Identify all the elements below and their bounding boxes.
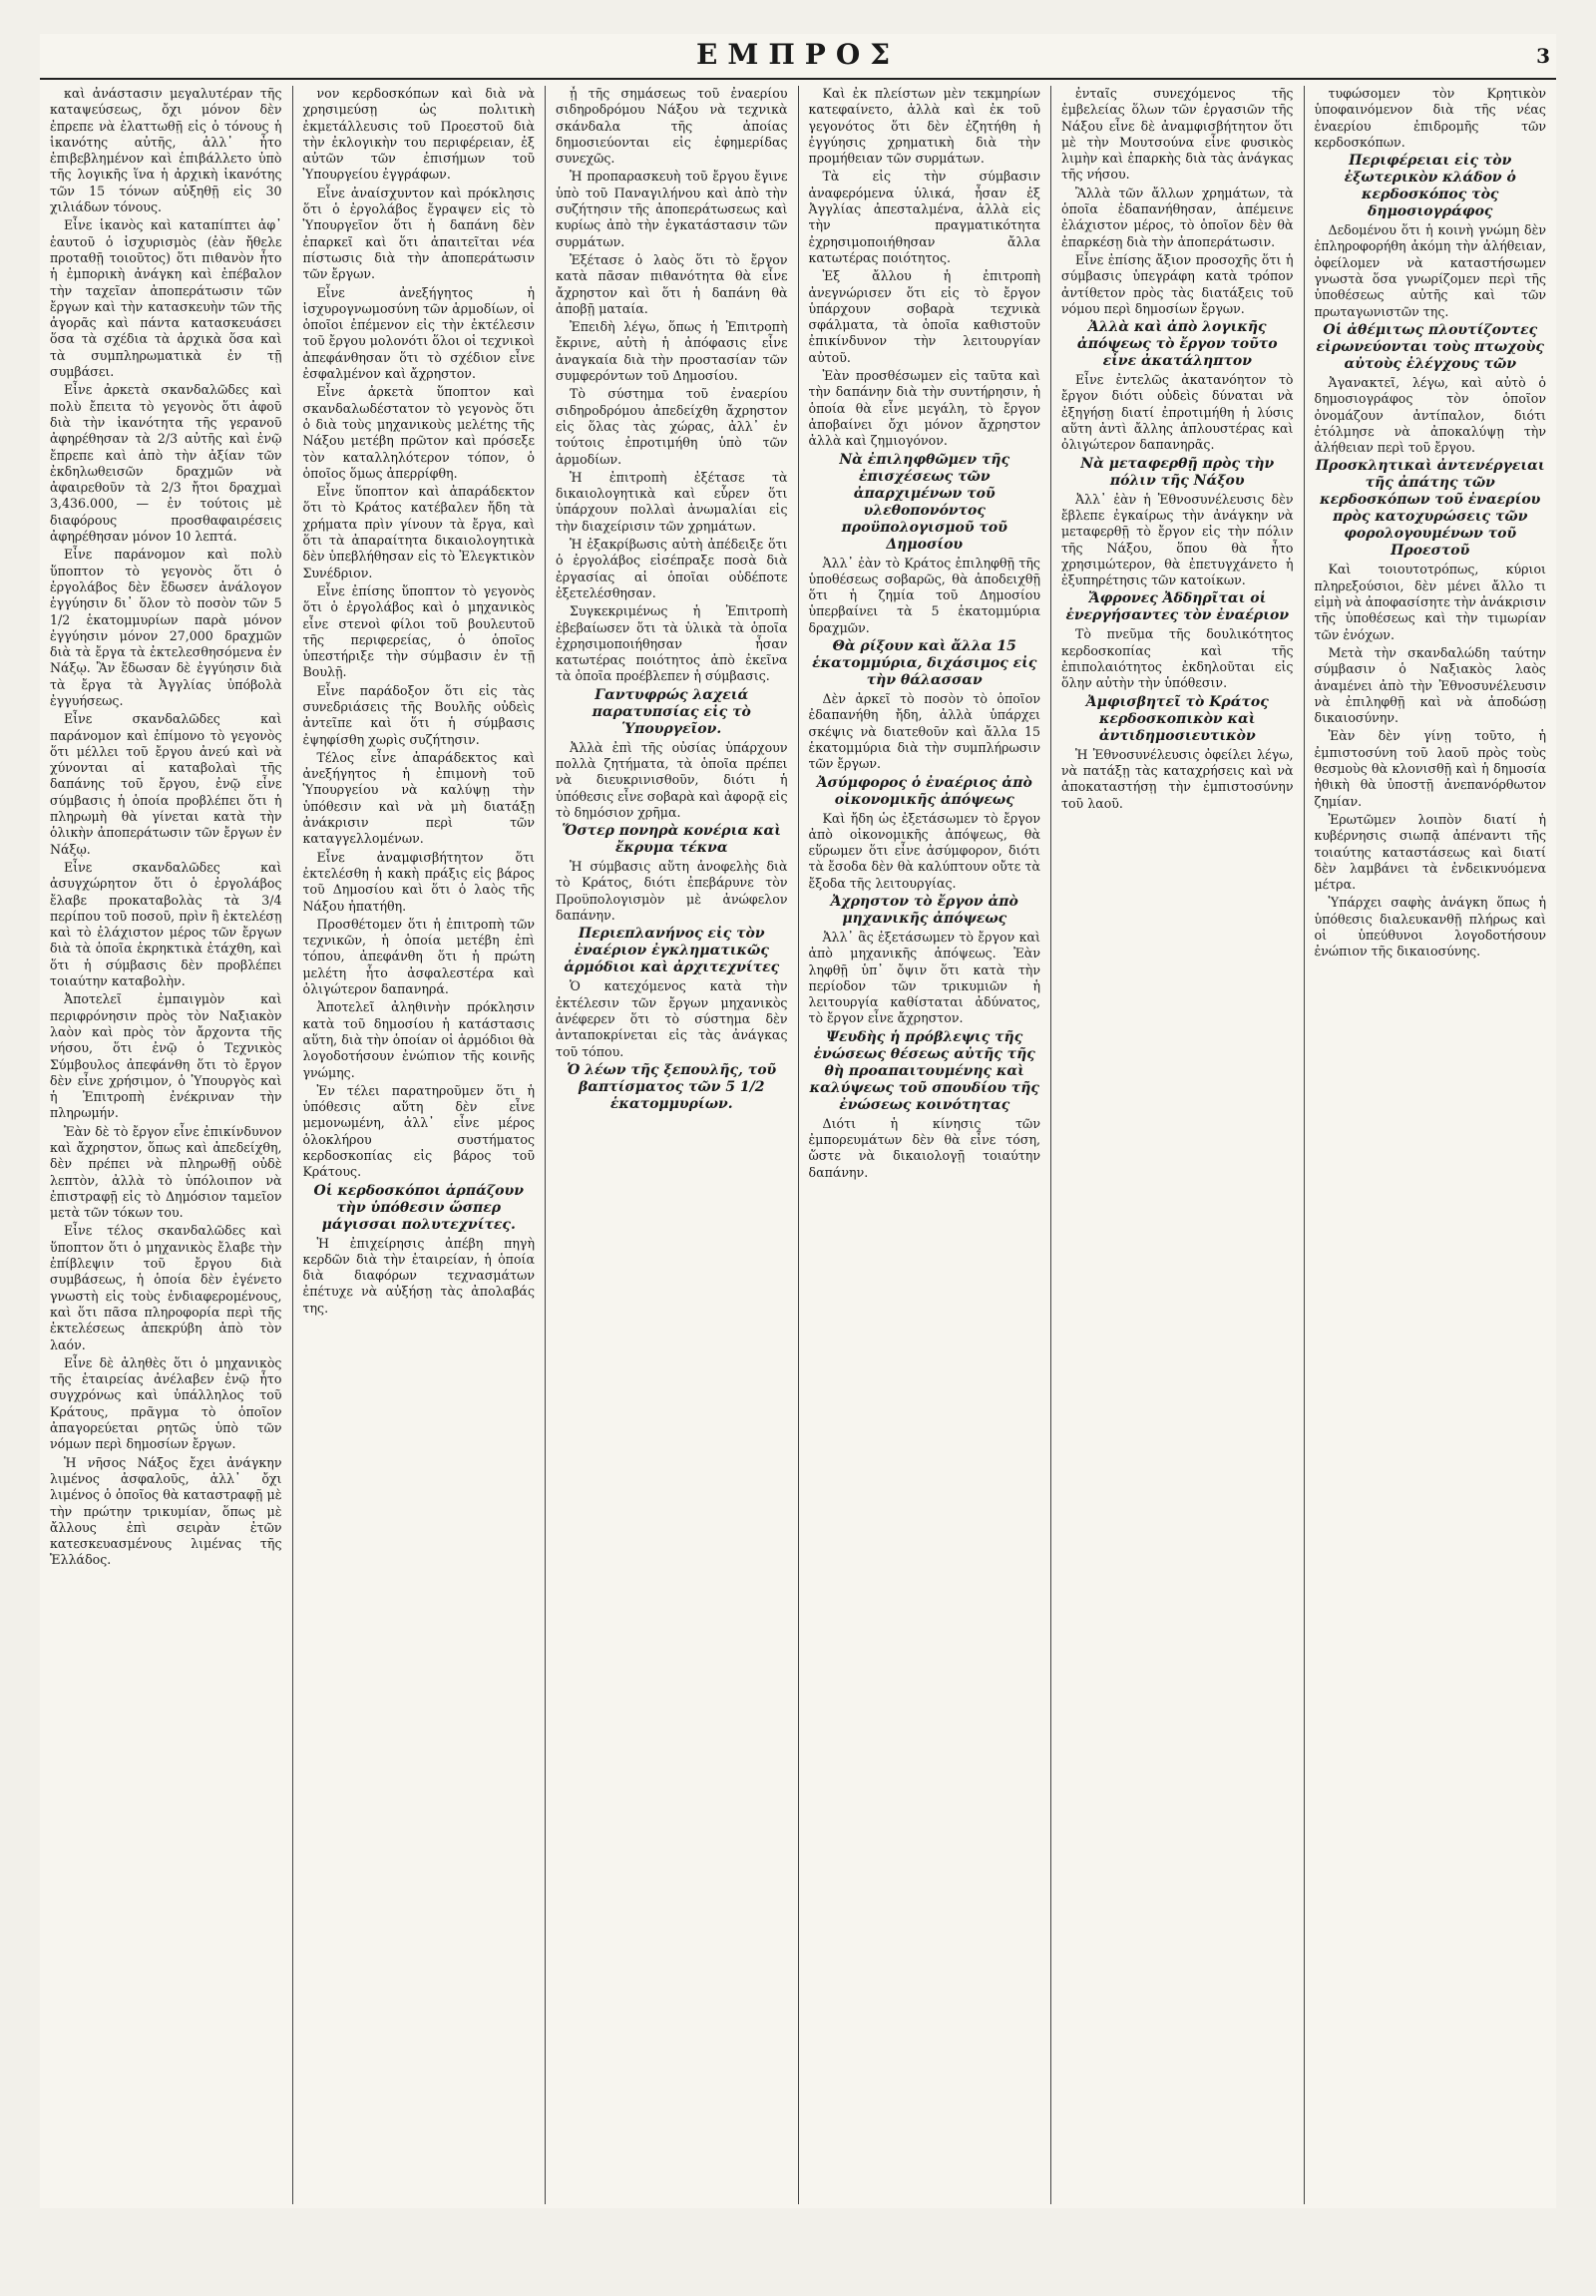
paragraph: Εἶνε ἱκανὸς καὶ καταπίπτει ἀφ᾽ ἑαυτοῦ ὁ ἰσχυρισμὸς (ἐὰν ἤθελε προταθῇ τοιοῦτος) ὅτι πιθανὸν ἦτο ἡ ἐμπορικὴ ἀνάγκη καὶ ἐπέβαλον τὴν ταχεῖαν ἀποπεράτωσιν τῶν ἔργων καὶ τὴν κατασκευὴν τῶν τῆς ἀγορᾶς καὶ πάντα κατασκευάσει ὅσα τὰ σχέδια τὰ ἀρχικὰ ὅσα καὶ τὰ συμπληρωματικὰ ἐν τῇ συμβάσει. xyxy=(50,217,282,380)
paragraph: Ἂλλὰ τῶν ἄλλων χρημάτων, τὰ ὁποῖα ἐδαπανήθησαν, ἀπέμεινε ἐλάχιστον μέρος, τὸ ὁποῖον δὲν θὰ ἐπαρκέσῃ διὰ τὴν ἀποπεράτωσιν. xyxy=(1061,185,1294,249)
paragraph: Εἶνε δὲ ἀληθὲς ὅτι ὁ μηχανικὸς τῆς ἑταιρείας ἀνέλαβεν ἐνῷ ἦτο συγχρόνως καὶ ὑπάλληλος τοῦ Κράτους, πρᾶγμα τὸ ὁποῖον ἀπαγορεύεται ρητῶς ὑπὸ τῶν νόμων περὶ δημοσίων ἔργων. xyxy=(50,1354,282,1452)
paragraph: Εἶνε ἀρκετὰ ὕποπτον καὶ σκανδαλωδέστατον τὸ γεγονὸς ὅτι ὁ διὰ τοὺς μηχανικοὺς μελέτης τῆς Νάξου μετέβη πρῶτον καὶ πρόσεξε τὸν καταλληλότερον τόπον, ὁ ὁποῖος ὅμως ἀπερρίφθη. xyxy=(302,384,535,481)
section-heading: Ὅστερ πονηρὰ κονέρια καὶ ἔκρυμα τέκνα xyxy=(562,823,782,857)
paragraph: Εἶνε ἐπίσης ἄξιον προσοχῆς ὅτι ἡ σύμβασις ὑπεγράφη κατὰ τρόπον ἀντίθετον πρὸς τὰς διατάξεις τοῦ νόμου περὶ δημοσίων ἔργων. xyxy=(1061,251,1294,316)
section-heading: Ἄφρονες Ἀδδηρῖται οἱ ἐνεργήσαντες τὸν ἐναέριον xyxy=(1065,590,1290,624)
paragraph: Ἐξέτασε ὁ λαὸς ὅτι τὸ ἔργον κατὰ πᾶσαν πιθανότητα θὰ εἶνε ἄχρηστον καὶ ὅτι ἡ δαπάνη θὰ ἀποβῇ ματαία. xyxy=(556,251,788,316)
column-4 xyxy=(799,86,1052,2204)
paragraph: καὶ ἀνάστασιν μεγαλυτέραν τῆς καταψεύσεως, ὄχι μόνον δὲν ἐπρεπε νὰ ἐλαττωθῇ εἰς ὁ τόνους ἡ ἱκανότης αὐτῆς, ἀλλ᾽ ἦτο ἐπιβεβλημένον καὶ ἐπιβάλλετο ὑπὸ τῆς λογικῆς ἵνα ἡ ἀρχικὴ ἱκανότης τῶν 15 τόνων αὐξηθῇ εἰς 30 χιλιάδων τόνους. xyxy=(50,86,282,215)
column-3 xyxy=(546,86,799,2204)
paragraph: Ἐὰν δὲν γίνῃ τοῦτο, ἡ ἐμπιστοσύνη τοῦ λαοῦ πρὸς τοὺς θεσμοὺς θὰ κλονισθῇ καὶ ἡ δημοσία ἠθικὴ θὰ ὑποστῇ ἀνεπανόρθωτον ζημίαν. xyxy=(1314,728,1546,809)
paragraph: Ἐὰν δὲ τὸ ἔργον εἶνε ἐπικίνδυνον καὶ ἄχρηστον, ὅπως καὶ ἀπεδείχθη, δὲν πρέπει νὰ πληρωθῇ οὐδὲ λεπτὸν, ἀλλὰ τὸ ὑπόλοιπον νὰ ἐπιστραφῇ εἰς τὸ Δημόσιον ταμεῖον μετὰ τῶν τόκων του. xyxy=(50,1123,282,1221)
paragraph: Ἀποτελεῖ ἀληθινὴν πρόκλησιν κατὰ τοῦ δημοσίου ἡ κατάστασις αὕτη, διὰ τὴν ὁποίαν οἱ ἁρμόδιοι θὰ λογοδοτήσουν ἐνώπιον τῆς κοινῆς γνώμης. xyxy=(302,999,535,1080)
paragraph: Εἶνε ἀναίσχυντον καὶ πρόκλησις ὅτι ὁ ἐργολάβος ἔγραψεν εἰς τὸ Ὑπουργεῖον ὅτι ἡ δαπάνη δὲν ἐπαρκεῖ καὶ ὅτι ἀπαιτεῖται νέα πίστωσις διὰ τὴν ἀποπεράτωσιν τῶν ἔργων. xyxy=(302,185,535,282)
paragraph: Ἀλλὰ ἐπὶ τῆς οὐσίας ὑπάρχουν πολλὰ ζητήματα, τὰ ὁποῖα πρέπει νὰ διευκρινισθοῦν, διότι ἡ ὑπόθεσις εἶνε σοβαρὰ καὶ ἀφορᾷ εἰς τὸ δημόσιον χρῆμα. xyxy=(556,739,788,820)
newspaper-page xyxy=(40,34,1556,2208)
paragraph: Εἶνε σκανδαλῶδες καὶ ἀσυγχώρητον ὅτι ὁ ἐργολάβος ἔλαβε προκαταβολὰς τὰ 3/4 περίπου τοῦ ποσοῦ, πρὶν ἢ ἐκτελέσῃ καὶ τὸ ἐλάχιστον μέρος τῶν ἔργων διὰ τὰ ὁποῖα ἐκρηκτικὰ ἐτάχθη, καὶ ὅτι ἡ σύμβασις δὲν προβλέπει τοιαύτην καταβολὴν. xyxy=(50,859,282,989)
paragraph: Εἶνε τέλος σκανδαλῶδες καὶ ὕποπτον ὅτι ὁ μηχανικὸς ἔλαβε τὴν ἐπίβλεψιν τοῦ ἔργου διὰ συμβάσεως, ἡ ὁποία δὲν ἐγένετο γνωστὴ εἰς τοὺς ἐνδιαφερομένους, καὶ ὅτι πᾶσα πληροφορία περὶ τῆς ἐκτελέσεως ἀπεκρύβη ἀπὸ τὸν λαόν. xyxy=(50,1223,282,1352)
paragraph: Καὶ ἤδη ὡς ἐξετάσωμεν τὸ ἔργον ἀπὸ οἰκονομικῆς ἀπόψεως, θὰ εὕρωμεν ὅτι εἶνε ἀσύμφορον, διότι τὰ ἔσοδα δὲν θὰ καλύπτουν οὔτε τὰ ἔξοδα τῆς λειτουργίας. xyxy=(808,810,1040,891)
paragraph: Δεδομένου ὅτι ἡ κοινὴ γνώμη δὲν ἐπληροφορήθη ἀκόμη τὴν ἀλήθειαν, ὀφείλομεν νὰ καταστήσωμεν γνωστὰ ὅσα γνωρίζομεν περὶ τῆς ὑποθέσεως αὐτῆς καὶ τῶν πρωταγωνιστῶν της. xyxy=(1314,222,1546,319)
paragraph: Ὑπάρχει σαφὴς ἀνάγκη ὅπως ἡ ὑπόθεσις διαλευκανθῇ πλήρως καὶ οἱ ὑπεύθυνοι λογοδοτήσουν ἐνώπιον τῆς δικαιοσύνης. xyxy=(1314,895,1546,959)
paragraph: Εἶνε ἀρκετὰ σκανδαλῶδες καὶ πολὺ ἔπειτα τὸ γεγονὸς ὅτι ἀφοῦ διὰ τὴν ἱκανότητα τῆς γερανοῦ ἀφηρέθησαν τὰ 2/3 αὐτῆς καὶ ἐνῷ ἔπρεπε καὶ ἀπὸ τὴν ἀξίαν τῶν ἐκδηλωθεισῶν δραχμῶν νὰ ἀφαιρεθοῦν τὰ 2/3 ἤτοι δραχμαὶ 3,436.000, — ἐν τούτοις μὲ διαφόρους προσθαφαιρέσεις ἀφηρέθησαν μόνον 10 λεπτά. xyxy=(50,382,282,545)
paragraph: Ἡ ἐπιχείρησις ἀπέβη πηγὴ κερδῶν διὰ τὴν ἑταιρείαν, ἡ ὁποία διὰ διαφόρων τεχνασμάτων ἐπέτυχε νὰ αὐξήσῃ τὰς ἀπολαβάς της. xyxy=(302,1235,535,1316)
paragraph: Ἡ ἐπιτροπὴ ἐξέτασε τὰ δικαιολογητικὰ καὶ εὗρεν ὅτι ὑπάρχουν πολλαὶ ἀνωμαλίαι εἰς τὴν διαχείρισιν τῶν χρημάτων. xyxy=(556,469,788,534)
paragraph: Καὶ ἐκ πλείστων μὲν τεκμηρίων κατεφαίνετο, ἀλλὰ καὶ ἐκ τοῦ γεγονότος ὅτι δὲν ἐζητήθη ἡ ἐγγύησις χρηματικὴ διὰ τὴν προμήθειαν τῶν συρμάτων. xyxy=(808,86,1040,167)
section-heading: Νὰ μεταφερθῇ πρὸς τὴν πόλιν τῆς Νάξου xyxy=(1080,455,1275,489)
paragraph: Εἶνε παράνομον καὶ πολὺ ὕποπτον τὸ γεγονὸς ὅτι ὁ ἐργολάβος δὲν ἔδωσεν ἀνάλογον ἐγγύησιν δι᾽ ὅλον τὸ ποσὸν τῶν 5 1/2 ἑκατομμυρίων παρὰ μόνον ἐγγύησιν μόνον 27,000 δραχμῶν διὰ τὰ ἔργα τὰ ἐκτελεσθησόμενα ἐν Νάξῳ. Ἂν ἔδωσαν δὲ ἐγγύησιν διὰ τὰ ἔργα τὰ Ἀγγλίας ὑπόβολὰ ἐγγυήσεως. xyxy=(50,547,282,708)
section-heading: Οἱ κερδοσκόποι ἁρπάζουν τὴν ὑπόθεσιν ὥσπερ μάγισσαι πολυτεχνίτες. xyxy=(313,1182,524,1233)
paragraph: Ἡ ἐξακρίβωσις αὐτὴ ἀπέδειξε ὅτι ὁ ἐργολάβος εἰσέπραξε ποσὰ διὰ ἐργασίας αἱ ὁποῖαι οὐδέποτε ἐξετελέσθησαν. xyxy=(556,537,788,600)
paragraph: Ἐπειδὴ λέγω, ὅπως ἡ Ἐπιτροπὴ ἔκρινε, αὐτὴ ἡ ἀπόφασις εἶνε ἀναγκαία διὰ τὴν προστασίαν τῶν συμφερόντων τοῦ Δημοσίου. xyxy=(556,319,788,384)
paragraph: νον κερδοσκόπων καὶ διὰ νὰ χρησιμεύσῃ ὡς πολιτικὴ ἐκμετάλλευσις τοῦ Προεστοῦ διὰ τὴν ἐκλογικὴν του περιφέρειαν, ἐξ αὐτῶν τῶν ἐπισήμων τοῦ Ὑπουργείου ἐγγράφων. xyxy=(302,86,535,183)
paragraph: Ὁ κατεχόμενος κατὰ τὴν ἐκτέλεσιν τῶν ἔργων μηχανικὸς ἀνέφερεν ὅτι τὸ σύστημα δὲν ἀνταποκρίνεται εἰς τὰς ἀνάγκας τοῦ τόπου. xyxy=(556,978,788,1059)
paragraph: Ἀλλ᾽ ἂς ἐξετάσωμεν τὸ ἔργον καὶ ἀπὸ μηχανικῆς ἀπόψεως. Ἐὰν ληφθῇ ὑπ᾽ ὄψιν ὅτι κατὰ τὴν περίοδον τῶν τρικυμιῶν ἡ λειτουργία καθίσταται ἀδύνατος, τὸ ἔργον εἶνε ἄχρηστον. xyxy=(808,929,1040,1026)
text-columns xyxy=(40,86,1556,2204)
section-heading: Ὁ λέων τῆς ξεπουλῆς, τοῦ βαπτίσματος τῶν 5 1/2 ἑκατομμυρίων. xyxy=(567,1061,777,1112)
paragraph: τυφώσομεν τὸν Κρητικὸν ὑποφαινόμενον διὰ τῆς νέας ἐναερίου ἐπιδρομῆς τῶν κερδοσκόπων. xyxy=(1314,86,1546,150)
section-heading: Προσκλητικαὶ ἀντενέργειαι τῆς ἀπάτης τῶν κερδοσκόπων τοῦ ἐναερίου πρὸς κατοχυρώσεις τῶν φορολογουμένων τοῦ Προεστοῦ xyxy=(1315,458,1545,560)
paragraph: Προσθέτομεν ὅτι ἡ ἐπιτροπὴ τῶν τεχνικῶν, ἡ ὁποία μετέβη ἐπὶ τόπου, ἀπεφάνθη ὅτι ἡ πρώτη μελέτη ἦτο ἀσφαλεστέρα καὶ ὀλιγώτερον δαπανηρά. xyxy=(302,916,535,997)
newspaper-title: ΕΜΠΡΟΣ xyxy=(695,38,901,71)
column-5 xyxy=(1051,86,1305,2204)
paragraph: Ἐξ ἄλλου ἡ ἐπιτροπὴ ἀνεγνώρισεν ὅτι εἰς τὸ ἔργον ὑπάρχουν σοβαρὰ τεχνικὰ σφάλματα, τὰ ὁποῖα καθιστοῦν ἐπικίνδυνον τὴν λειτουργίαν αὐτοῦ. xyxy=(808,268,1040,365)
paragraph: Ἡ προπαρασκευὴ τοῦ ἔργου ἔγινε ὑπὸ τοῦ Παναγιλήνου καὶ ἀπὸ τὴν συζήτησιν τῆς ἀποπεράτωσεως καὶ κυρίως ἀπὸ τὴν ἐγκατάστασιν τῶν συρμάτων. xyxy=(556,169,788,249)
paragraph: Εἶνε ἐπίσης ὕποπτον τὸ γεγονὸς ὅτι ὁ ἐργολάβος καὶ ὁ μηχανικὸς εἶνε στενοὶ φίλοι τοῦ βουλευτοῦ τῆς περιφερείας, ὁ ὁποῖος ὑπεστήριξε τὴν σύμβασιν ἐν τῇ Βουλῇ. xyxy=(302,582,535,680)
section-heading: Γαντυφρώς λαχειά παρατυπσίας εἰς τὸ Ὑπουργεῖον. xyxy=(592,686,751,737)
masthead xyxy=(40,34,1556,80)
paragraph: Ἡ σύμβασις αὕτη ἀνοφελὴς διὰ τὸ Κράτος, διότι ἐπεβάρυνε τὸν Προϋπολογισμὸν μὲ ἀνώφελον δαπάνην. xyxy=(556,859,788,924)
paragraph: ἐνταῖς συνεχόμενος τῆς ἐμβελείας ὅλων τῶν ἐργασιῶν τῆς Νάξου εἶνε δὲ ἀναμφισβήτητον ὅτι μὲ τὴν Μουτσούνα εἶνε φυσικὸς λιμὴν καὶ ἐπαρκὴς διὰ τὰς ἀνάγκας τῆς νήσου. xyxy=(1061,86,1294,183)
paragraph: Εἶνε ὕποπτον καὶ ἀπαράδεκτον ὅτι τὸ Κράτος κατέβαλεν ἤδη τὰ χρήματα πρὶν γίνουν τὰ ἔργα, καὶ ὅτι τὰ ἀπαραίτητα δικαιολογητικὰ δὲν ὑπεβλήθησαν εἰς τὸ Ἐλεγκτικὸν Συνέδριον. xyxy=(302,484,535,580)
paragraph: Τὸ σύστημα τοῦ ἐναερίου σιδηροδρόμου ἀπεδείχθη ἄχρηστον εἰς ὅλας τὰς χώρας, ἀλλ᾽ ἐν τούτοις ἐπροτιμήθη ὑπὸ τῶν ἁρμοδίων. xyxy=(556,386,788,467)
section-heading: Ἀχρηστον τὸ ἔργον ἀπὸ μηχανικῆς ἀπόψεως xyxy=(830,893,1018,927)
paragraph: Δὲν ἀρκεῖ τὸ ποσὸν τὸ ὁποῖον ἐδαπανήθη ἤδη, ἀλλὰ ὑπάρχει σκέψις νὰ διατεθοῦν καὶ ἄλλα 15 ἑκατομμύρια διὰ τὴν συμπλήρωσιν τῶν ἔργων. xyxy=(808,691,1040,772)
paragraph: Τὸ πνεῦμα τῆς δουλικότητος κερδοσκοπίας καὶ τῆς ἐπιπολαιότητος ἐκδηλοῦται εἰς ὅλην αὐτὴν τὴν ὑπόθεσιν. xyxy=(1061,626,1294,691)
paragraph: Τέλος εἶνε ἀπαράδεκτος καὶ ἀνεξήγητος ἡ ἐπιμονὴ τοῦ Ὑπουργείου νὰ καλύψῃ τὴν ὑπόθεσιν καὶ νὰ μὴ διατάξῃ ἀνάκρισιν περὶ τῶν καταγγελλομένων. xyxy=(302,749,535,847)
paragraph: Ἀλλ᾽ ἐὰν ἡ Ἐθνοσυνέλευσις δὲν ἔβλεπε ἐγκαίρως τὴν ἀνάγκην νὰ μεταφερθῇ τὸ ἔργον εἰς τὴν πόλιν τῆς Νάξου, ὅπου θὰ ἦτο χρησιμώτερον, θὰ ἐπετυγχάνετο ἡ ἐξυπηρέτησις τῶν κατοίκων. xyxy=(1061,491,1294,588)
section-heading: Ἀσύμφορος ὁ ἐναέριος ἀπὸ οἰκονομικῆς ἀπόψεως xyxy=(816,774,1032,808)
section-heading: Ἀμφισβητεῖ τὸ Κράτος κερδοσκοπικὸν καὶ ἀντιδημοσιευτικὸν xyxy=(1085,693,1269,744)
section-heading: Ἀλλὰ καὶ ἀπὸ λογικῆς ἀπόψεως τὸ ἔργον τοῦτο εἶνε ἀκατάληπτον xyxy=(1076,319,1278,370)
paragraph: Συγκεκριμένως ἡ Ἐπιτροπὴ ἐβεβαίωσεν ὅτι τὰ ὑλικὰ τὰ ὁποῖα ἐχρησιμοποιήθησαν ἦσαν κατωτέρας ποιότητος ἀπὸ ἐκεῖνα τὰ ὁποῖα προέβλεπεν ἡ σύμβασις. xyxy=(556,603,788,684)
paragraph: Εἶνε ἀνεξήγητος ἡ ἰσχυρογνωμοσύνη τῶν ἁρμοδίων, οἱ ὁποῖοι ἐπέμενον εἰς τὴν ἐκτέλεσιν τοῦ ἔργου μολονότι ὅλοι οἱ τεχνικοὶ ἀπεφάνθησαν ὅτι τὸ σχέδιον εἶνε ἐσφαλμένον καὶ ἄχρηστον. xyxy=(302,284,535,382)
paragraph: Εἶνε ἀναμφισβήτητον ὅτι ἐκτελέσθη ἡ κακὴ πράξις εἰς βάρος τοῦ Δημοσίου καὶ ὅτι ὁ λαὸς τῆς Νάξου ἠπατήθη. xyxy=(302,849,535,914)
column-6 xyxy=(1305,86,1557,2204)
paragraph: Ἀλλ᾽ ἐὰν τὸ Κράτος ἐπιληφθῇ τῆς ὑποθέσεως σοβαρῶς, θὰ ἀποδειχθῇ ὅτι ἡ ζημία τοῦ Δημοσίου ὑπερβαίνει τὰ 5 ἑκατομμύρια δραχμῶν. xyxy=(808,555,1040,635)
paragraph: ᾖ τῆς σημάσεως τοῦ ἐναερίου σιδηροδρόμου Νάξου νὰ τεχνικὰ σκάνδαλα τῆς ἀποίας δημοσιεύονται εἰς ἐφημερίδας συνεχῶς. xyxy=(556,86,788,167)
column-1 xyxy=(40,86,293,2204)
page-number: 3 xyxy=(1536,44,1550,68)
column-2 xyxy=(293,86,547,2204)
paragraph: Ἡ νῆσος Νάξος ἔχει ἀνάγκην λιμένος ἀσφαλοῦς, ἀλλ᾽ ὄχι λιμένος ὁ ὁποῖος θὰ καταστραφῇ μὲ τὴν πρώτην τρικυμίαν, ὅπως μὲ ἄλλους ἐπὶ σειρὰν ἐτῶν κατεσκευασμένους λιμένας τῆς Ἑλλάδος. xyxy=(50,1454,282,1568)
paragraph: Ἀποτελεῖ ἐμπαιγμὸν καὶ περιφρόνησιν πρὸς τὸν Ναξιακὸν λαὸν καὶ πρὸς τὸν ἄρχοντα τῆς νήσου, ὅτι ἐνῷ ὁ Τεχνικὸς Σύμβουλος ἀπεφάνθη ὅτι τὸ ἔργον δὲν εἶνε χρήσιμον, ὁ Ὑπουργὸς καὶ ἡ Ἐπιτροπὴ ἐνέκριναν τὴν πληρωμήν. xyxy=(50,991,282,1121)
paragraph: Μετὰ τὴν σκανδαλώδη ταύτην σύμβασιν ὁ Ναξιακὸς λαὸς ἀναμένει ἀπὸ τὴν Ἐθνοσυνέλευσιν νὰ ἐπιληφθῇ καὶ νὰ ἀποδώσῃ δικαιοσύνην. xyxy=(1314,644,1546,726)
paragraph: Ἐὰν προσθέσωμεν εἰς ταῦτα καὶ τὴν δαπάνην διὰ τὴν συντήρησιν, ἡ ὁποία θὰ εἶνε μεγάλη, τὸ ἔργον ἀποβαίνει ὄχι μόνον ἄχρηστον ἀλλὰ καὶ ζημιογόνον. xyxy=(808,368,1040,449)
section-heading: Θὰ ρίξουν καὶ ἄλλα 15 ἑκατομμύρια, διχάσιμος εἰς τὴν θάλασσαν xyxy=(812,638,1037,689)
paragraph: Διότι ἡ κίνησις τῶν ἐμπορευμάτων δὲν θὰ εἶνε τόση, ὥστε νὰ δικαιολογῇ τοιαύτην δαπάνην. xyxy=(808,1115,1040,1180)
section-heading: Περιφέρειαι εἰς τὸν ἐξωτερικὸν κλάδον ὁ κερδοσκόπος τὸς δημοσιογράφος xyxy=(1344,153,1516,220)
paragraph: Εἶνε παράδοξον ὅτι εἰς τὰς συνεδριάσεις τῆς Βουλῆς οὐδεὶς ἀντεῖπε καὶ ὅτι ἡ σύμβασις ἐψηφίσθη χωρὶς συζήτησιν. xyxy=(302,682,535,747)
section-heading: Ψευδὴς ἡ πρόβλεψις τῆς ἐνώσεως θέσεως αὐτῆς τῆς θὴ προαπαιτουμένης καὶ καλύψεως τοῦ σπουδίου τῆς ἐνώσεως κοινότητας xyxy=(809,1028,1039,1113)
paragraph: Ἐρωτῶμεν λοιπὸν διατί ἡ κυβέρνησις σιωπᾷ ἀπέναντι τῆς τοιαύτης καταστάσεως καὶ διατί δὲν λαμβάνει τὰ ἐνδεικνυόμενα μέτρα. xyxy=(1314,811,1546,893)
paragraph: Ἀγανακτεῖ, λέγω, καὶ αὐτὸ ὁ δημοσιογράφος τὸν ὁποῖον ὀνομάζουν ἀντίπαλον, διότι ἐτόλμησε νὰ ἀποκαλύψῃ τὴν ἀλήθειαν περὶ τοῦ ἔργου. xyxy=(1314,374,1546,456)
paragraph: Ἡ Ἐθνοσυνέλευσις ὀφείλει λέγω, νὰ πατάξῃ τὰς καταχρήσεις καὶ νὰ ἀποκαταστήσῃ τὴν ἐμπιστοσύνην τοῦ λαοῦ. xyxy=(1061,746,1294,811)
paragraph: Τὰ εἰς τὴν σύμβασιν ἀναφερόμενα ὑλικά, ἦσαν ἐξ Ἀγγλίας ἀπεσταλμένα, ἀλλὰ εἰς τὴν πραγματικότητα ἐχρησιμοποιήθησαν ἄλλα κατωτέρας ποιότητος. xyxy=(808,169,1040,265)
section-heading: Περιεπλανήνος εἰς τὸν ἐναέριον ἐγκληματικῶς ἁρμόδιοι καὶ ἀρχιτεχνίτες xyxy=(564,926,780,976)
paragraph: Καὶ τοιουτοτρόπως, κύριοι πληρεξούσιοι, δὲν μένει ἄλλο τι εἰμὴ νὰ ἀποφασίσητε τὴν ἀνάκρισιν τῆς ὑποθέσεως καὶ τὴν τιμωρίαν τῶν ἐνόχων. xyxy=(1314,562,1546,642)
section-heading: Νὰ ἐπιληφθῶμεν τῆς ἐπισχέσεως τῶν ἀπαρχιμένων τοῦ υλεθοπονόντος προϋπολογισμοῦ τοῦ Δημοσίου xyxy=(839,451,1010,553)
section-heading: Οἱ ἀθέμιτως πλουτίζοντες εἰρωνεύονται τοὺς πτωχοὺς αὐτοὺς ἐλέγχους τῶν xyxy=(1316,321,1544,372)
paragraph: Εἶνε σκανδαλῶδες καὶ παράνομον καὶ ἐπίμονο τὸ γεγονὸς ὅτι μέλλει τοῦ ἔργου ἀνεύ καὶ νὰ χύνονται αἱ καταβολαὶ τῆς δαπάνης τοῦ ἔργου, ἐνῷ εἶνε σύμβασις ἡ ὁποία προβλέπει ὅτι ἡ πληρωμὴ θὰ γίνεται κατὰ τὴν ὁλικὴν ἀποπεράτωσιν τῶν ἔργων ἐν Νάξῳ. xyxy=(50,711,282,857)
paragraph: Ἐν τέλει παρατηροῦμεν ὅτι ἡ ὑπόθεσις αὕτη δὲν εἶνε μεμονωμένη, ἀλλ᾽ εἶνε μέρος ὁλοκλήρου συστήματος κερδοσκοπίας εἰς βάρος τοῦ Κράτους. xyxy=(302,1082,535,1180)
paragraph: Εἶνε ἐντελῶς ἀκατανόητον τὸ ἔργον διότι οὐδεὶς δύναται νὰ ἐξηγήσῃ διατί ἐπροτιμήθη ἡ λύσις αὕτη ἀντὶ ἄλλης ἁπλουστέρας καὶ ὀλιγώτερον δαπανηρᾶς. xyxy=(1061,372,1294,453)
